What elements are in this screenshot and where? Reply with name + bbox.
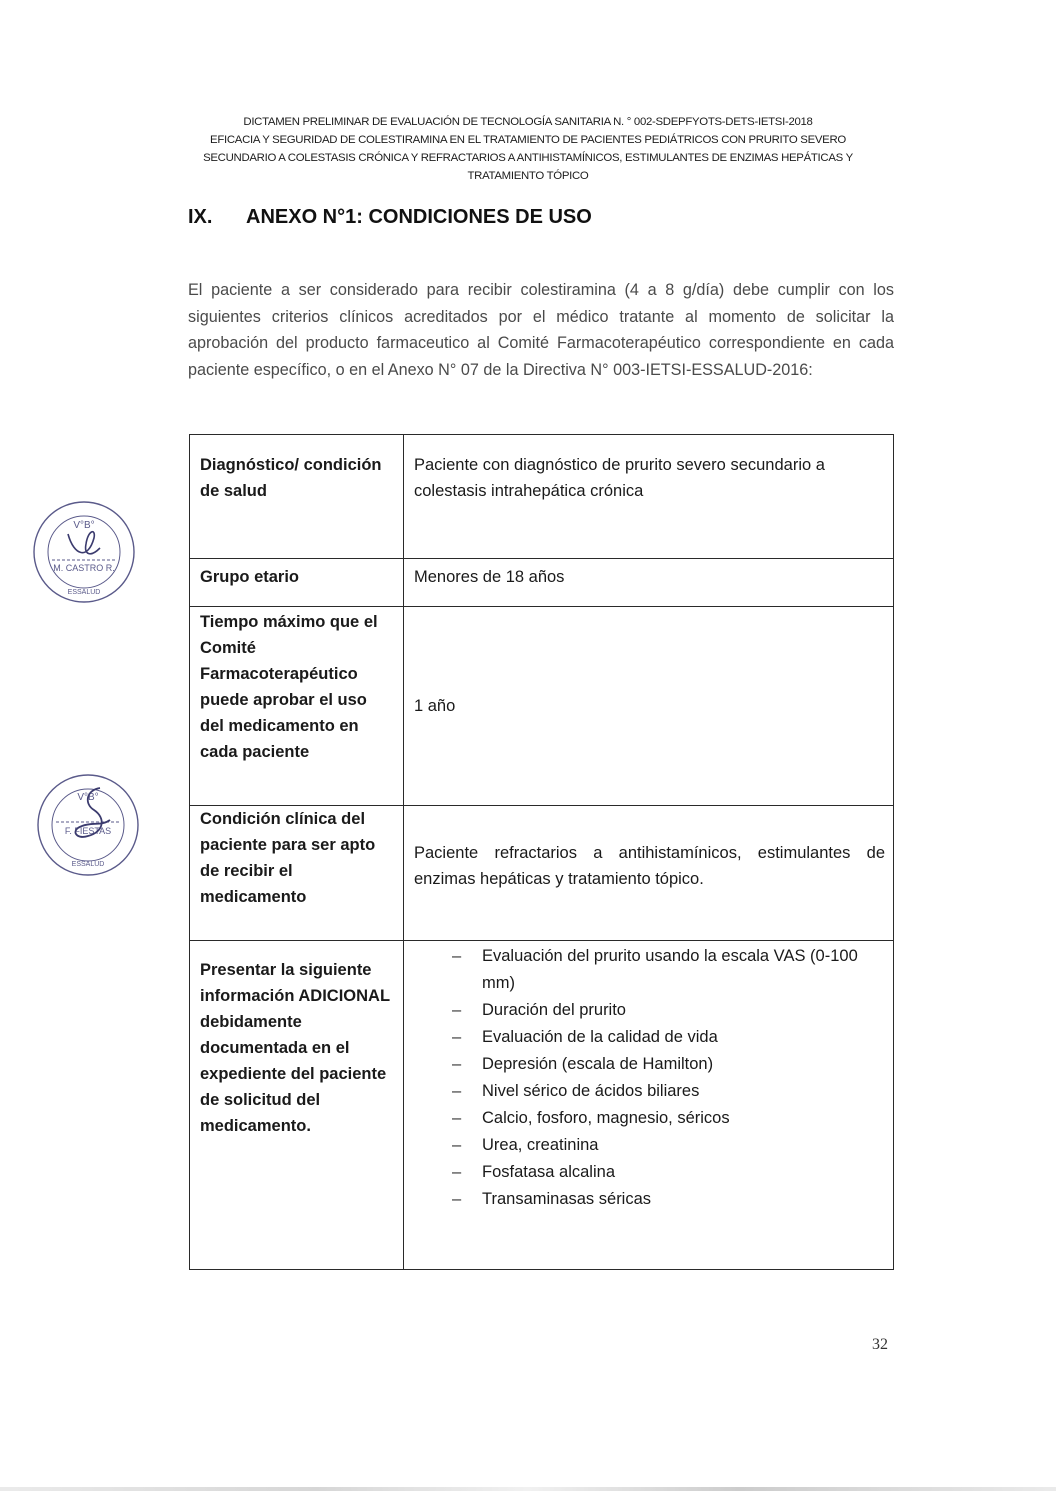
stamp-mark: V°B° [77, 792, 99, 803]
table-row [190, 607, 894, 806]
list-item: – Evaluación del prurito usando la escala VAS (0-100 mm) [452, 943, 885, 997]
signature-icon [68, 532, 100, 554]
stamp-mark: V°B° [73, 520, 95, 531]
table-row [190, 806, 894, 941]
row-label: Grupo etario [190, 559, 404, 607]
intro-paragraph: El paciente a ser considerado para recibir colestiramina (4 a 8 g/día) debe cumplir con los siguientes criterios clínicos acreditados por el médico tratante al momento de solicitar la aprobación del producto farmaceutico al Comité Farmacoterapéutico correspondiente en cada paciente específico, o en el Anexo N° 07 de la Directiva N° 003-IETSI-ESSALUD-2016: [188, 281, 894, 379]
row-label: Diagnóstico/ condición de salud [190, 435, 404, 559]
scan-artifact [0, 1487, 1056, 1491]
section-heading [188, 206, 592, 229]
list-item: – Fosfatasa alcalina [452, 1159, 885, 1186]
approval-stamp-castro [30, 498, 138, 606]
row-value: Menores de 18 años [404, 559, 894, 607]
list-item: – Duración del prurito [452, 997, 885, 1024]
page-number: 32 [872, 1336, 888, 1353]
document-header [150, 113, 906, 185]
table-row [190, 435, 894, 559]
table-row [190, 941, 894, 1270]
row-value: Paciente con diagnóstico de prurito severo secundario a colestasis intrahepática crónica [404, 435, 894, 559]
row-value: 1 año [404, 607, 894, 806]
header-line-4: TRATAMIENTO TÓPICO [467, 170, 589, 182]
header-line-1: DICTAMEN PRELIMINAR DE EVALUACIÓN DE TECNOLOGÍA SANITARIA N. ° 002-SDEPFYOTS-DETS-IETSI-2018 [243, 116, 813, 128]
list-item: – Nivel sérico de ácidos biliares [452, 1078, 885, 1105]
header-line-2: EFICACIA Y SEGURIDAD DE COLESTIRAMINA EN EL TRATAMIENTO DE PACIENTES PEDIÁTRICOS CON PRURITO SEVERO [210, 134, 846, 146]
section-number: IX. [188, 206, 213, 228]
list-item: – Evaluación de la calidad de vida [452, 1024, 885, 1051]
stamp-name: M. CASTRO R. [53, 563, 115, 573]
row-label: Tiempo máximo que el Comité Farmacoterapéutico puede aprobar el uso del medicamento en cada paciente [190, 607, 404, 806]
stamp-caption: ESSALUD [71, 861, 105, 868]
list-item: – Calcio, fosforo, magnesio, séricos [452, 1105, 885, 1132]
approval-stamp-fiestas [30, 770, 148, 880]
list-item: – Depresión (escala de Hamilton) [452, 1051, 885, 1078]
section-title: ANEXO N°1: CONDICIONES DE USO [246, 206, 592, 228]
row-value [404, 941, 894, 1270]
row-label: Presentar la siguiente información ADICIONAL debidamente documentada en el expediente del paciente de solicitud del medicamento. [190, 941, 404, 1270]
row-value: Paciente refractarios a antihistamínicos, estimulantes de enzimas hepáticas y tratamiento tópico. [404, 806, 894, 941]
table-row [190, 559, 894, 607]
row-label: Condición clínica del paciente para ser apto de recibir el medicamento [190, 806, 404, 941]
list-item: – Urea, creatinina [452, 1132, 885, 1159]
list-item: – Transaminasas séricas [452, 1186, 885, 1213]
header-line-3: SECUNDARIO A COLESTASIS CRÓNICA Y REFRACTARIOS A ANTIHISTAMÍNICOS, ESTIMULANTES DE ENZIMAS HEPÁTICAS Y [203, 152, 853, 164]
requirements-list [414, 943, 885, 1213]
stamp-caption: ESSALUD [67, 589, 101, 596]
conditions-table [189, 434, 894, 1270]
stamp-name: F. FIESTAS [64, 826, 112, 836]
